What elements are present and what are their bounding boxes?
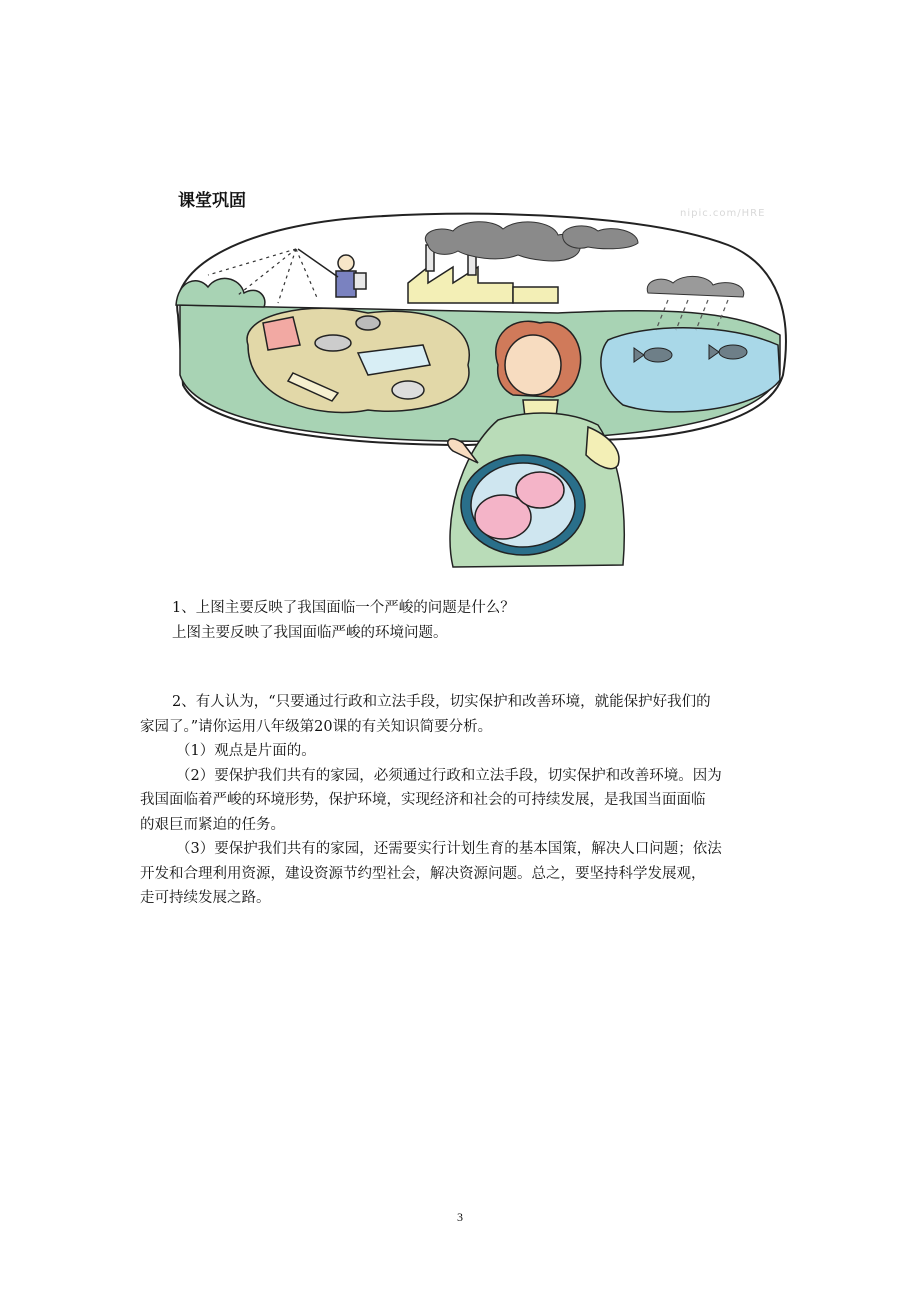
answer-2-point-3-line-3: 走可持续发展之路。 [140, 890, 271, 906]
watermark: nipic.com/HRE [680, 208, 766, 219]
answer-2-point-1: （1）观点是片面的。 [176, 743, 316, 759]
environment-illustration [168, 205, 788, 575]
answer-1-text: 上图主要反映了我国面临严峻的环境问题。 [172, 624, 448, 641]
question-1 [140, 596, 780, 645]
section-title: 课堂巩固 [178, 191, 246, 211]
answer-2-point-2-line-3: 的艰巨而紧迫的任务。 [140, 816, 285, 833]
answer-2-point-3-line-1: （3）要保护我们共有的家园，还需要实行计划生育的基本国策，解决人口问题；依法 [176, 841, 722, 857]
page-number: 3 [457, 1210, 463, 1224]
answer-2-point-3-line-2: 开发和合理利用资源，建设资源节约型社会，解决资源问题。总之，要坚持科学发展观， [140, 865, 706, 882]
question-1-text: 1、上图主要反映了我国面临一个严峻的问题是什么？ [172, 600, 515, 616]
answer-2-point-2-line-1: （2）要保护我们共有的家园，必须通过行政和立法手段，切实保护和改善环境。因为 [176, 767, 722, 784]
question-2 [140, 690, 780, 911]
answer-2-point-2-line-2: 我国面临着严峻的环境形势，保护环境，实现经济和社会的可持续发展，是我国当面面临 [140, 792, 706, 808]
question-2-line-2: 家园了。”请你运用八年级第20课的有关知识简要分析。 [140, 718, 493, 735]
question-2-line-1: 2、有人认为，“只要通过行政和立法手段，切实保护和改善环境，就能保护好我们的 [172, 694, 711, 710]
